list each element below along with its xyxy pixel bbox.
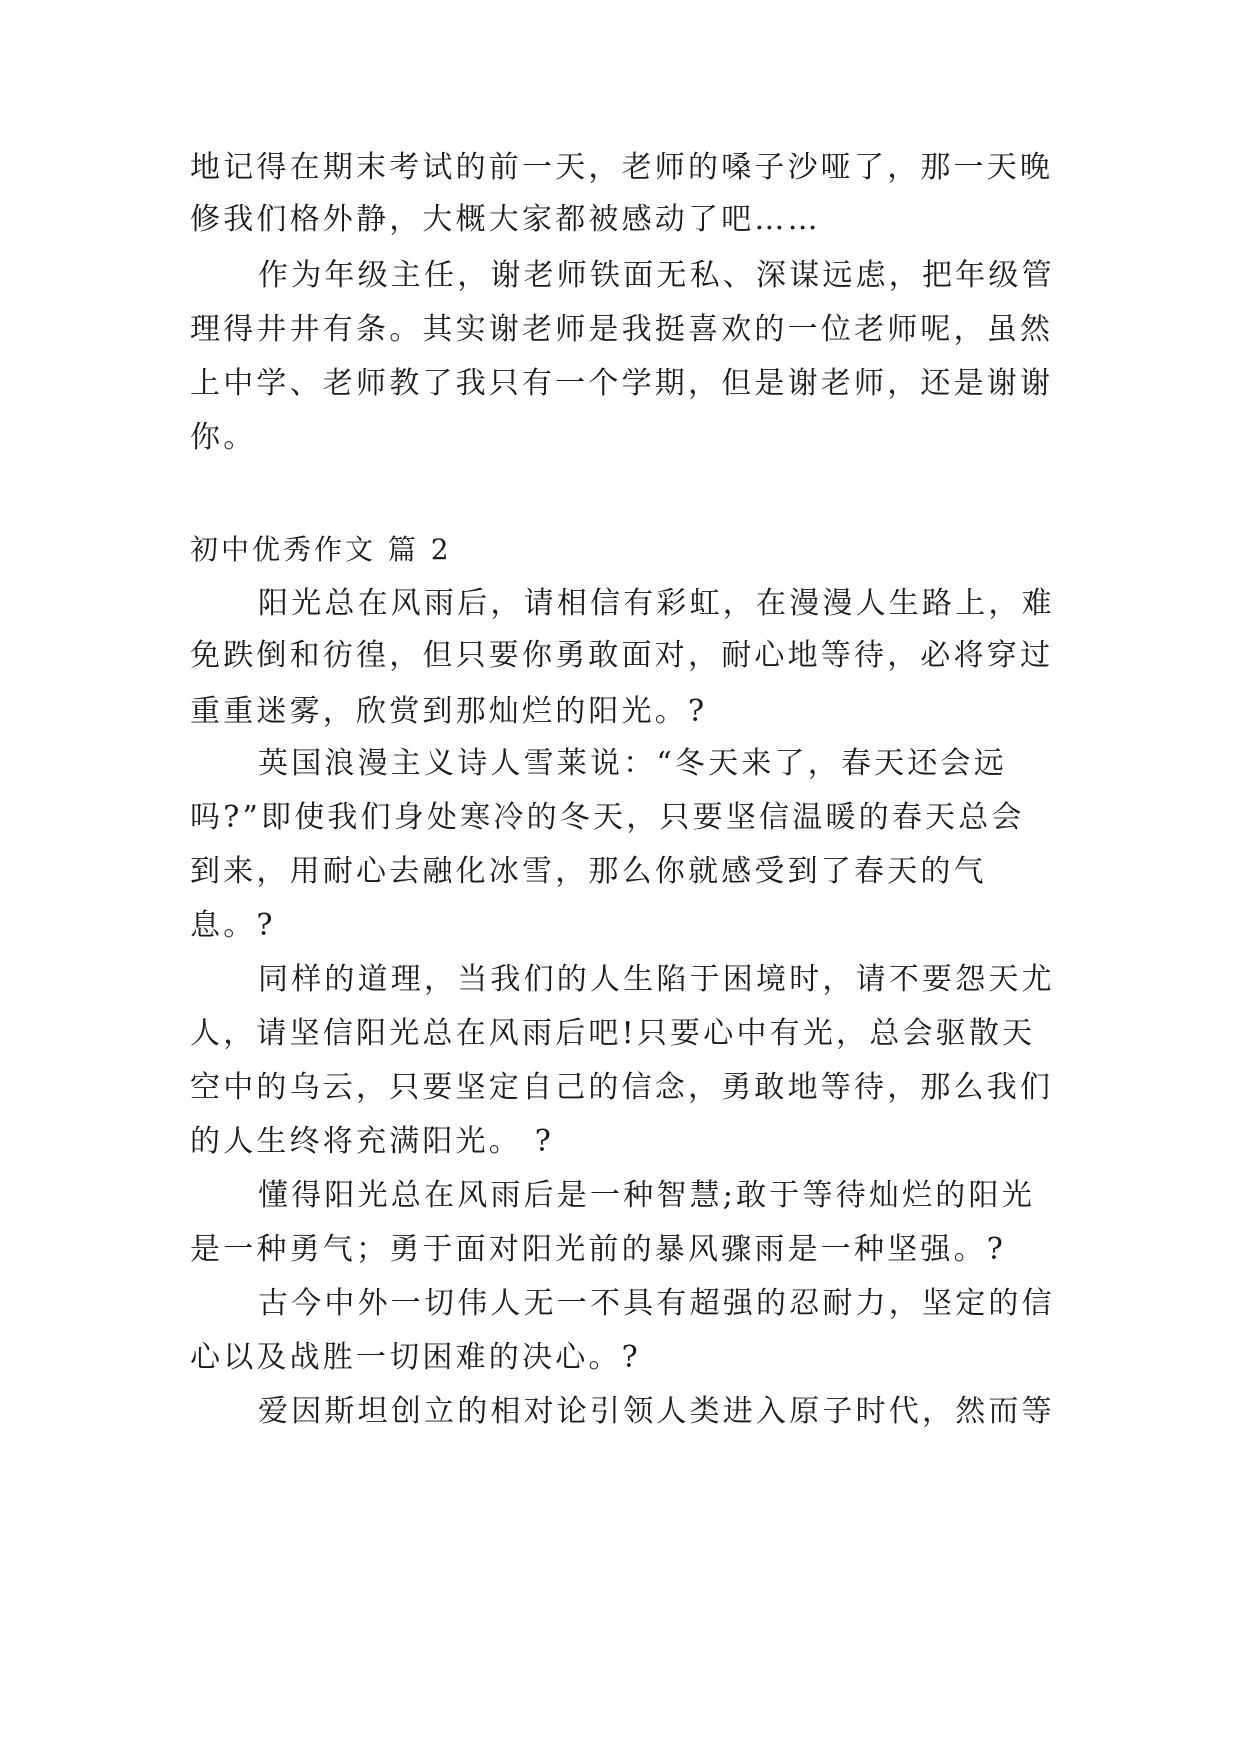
paragraph-7-line-2: 心以及战胜一切困难的决心。? — [190, 1340, 641, 1375]
paragraph-7-line-1: 古今中外一切伟人无一不具有超强的忍耐力，坚定的信 — [258, 1286, 1055, 1321]
paragraph-3-line-3: 重重迷雾，欣赏到那灿烂的阳光。? — [190, 694, 708, 729]
paragraph-4-line-2: 吗?”即使我们身处寒冷的冬天，只要坚信温暖的春天总会 — [190, 800, 1025, 835]
paragraph-5-line-2: 人，请坚信阳光总在风雨后吧!只要心中有光，总会驱散天 — [190, 1016, 1036, 1051]
paragraph-6-line-2: 是一种勇气；勇于面对阳光前的暴风骤雨是一种坚强。? — [190, 1232, 1007, 1267]
paragraph-4-line-3: 到来，用耐心去融化冰雪，那么你就感受到了春天的气 — [190, 854, 987, 889]
paragraph-5-line-3: 空中的乌云，只要坚定自己的信念，勇敢地等待，那么我们 — [190, 1070, 1054, 1105]
paragraph-3-line-1: 阳光总在风雨后，请相信有彩虹，在漫漫人生路上，难 — [258, 586, 1055, 621]
paragraph-8-line-1: 爱因斯坦创立的相对论引领人类进入原子时代，然而等 — [258, 1394, 1055, 1429]
paragraph-5-line-1: 同样的道理，当我们的人生陷于困境时，请不要怨天尤 — [258, 962, 1055, 997]
paragraph-3-line-2: 免跌倒和彷徨，但只要你勇敢面对，耐心地等待，必将穿过 — [190, 638, 1054, 673]
paragraph-1-line-2: 修我们格外静，大概大家都被感动了吧…… — [190, 202, 821, 237]
paragraph-6-line-1: 懂得阳光总在风雨后是一种智慧;敢于等待灿烂的阳光 — [258, 1178, 1035, 1213]
paragraph-2-line-1: 作为年级主任，谢老师铁面无私、深谋远虑，把年级管 — [258, 258, 1055, 293]
paragraph-4-line-1: 英国浪漫主义诗人雪莱说：“冬天来了，春天还会远 — [258, 746, 1007, 781]
paragraph-2-line-4: 你。 — [190, 420, 257, 455]
paragraph-2-line-2: 理得井井有条。其实谢老师是我挺喜欢的一位老师呢，虽然 — [190, 312, 1054, 347]
paragraph-2-line-3: 上中学、老师教了我只有一个学期，但是谢老师，还是谢谢 — [190, 366, 1054, 401]
section-heading: 初中优秀作文 篇 2 — [190, 533, 452, 566]
paragraph-4-line-4: 息。? — [190, 908, 276, 943]
paragraph-5-line-4: 的人生终将充满阳光。 ? — [190, 1124, 555, 1159]
paragraph-1-line-1: 地记得在期末考试的前一天，老师的嗓子沙哑了，那一天晚 — [190, 150, 1054, 185]
